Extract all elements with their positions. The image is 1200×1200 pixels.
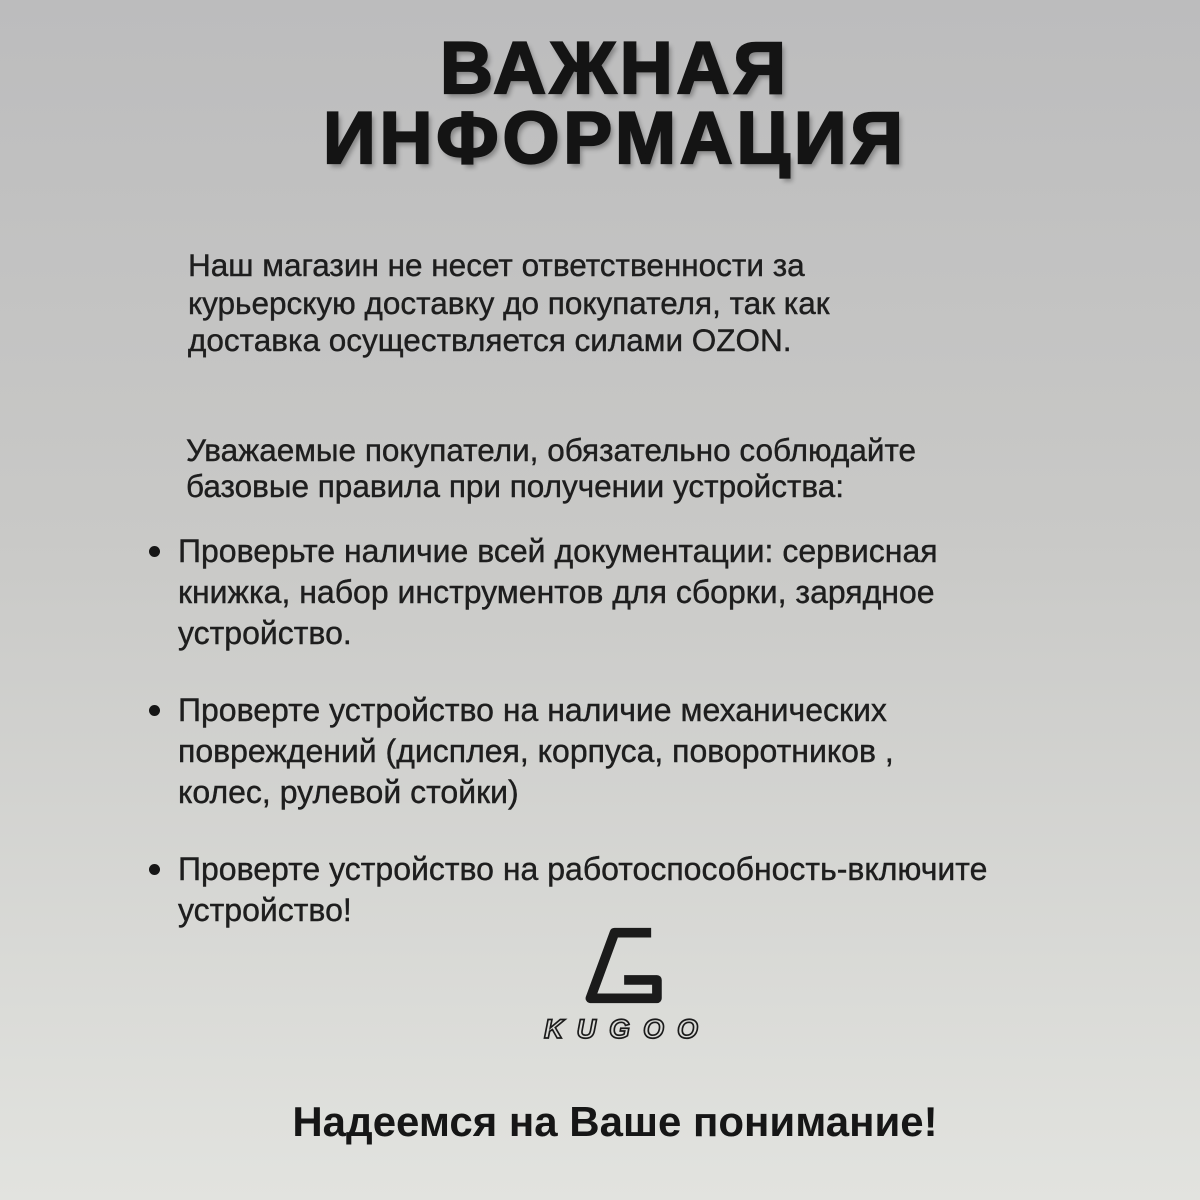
bullet-item-documentation	[149, 531, 987, 654]
text-line: колес, рулевой стойки)	[178, 774, 519, 810]
kugoo-g-icon	[570, 925, 686, 1006]
bullet-dot-icon	[149, 705, 160, 716]
text-line: книжка, набор инструментов для сборки, зарядное	[178, 574, 935, 610]
text-line: Наш магазин не несет ответственности за	[188, 247, 805, 283]
rules-intro-paragraph	[186, 432, 916, 504]
footer-note: Надеемся на Ваше понимание!	[292, 1098, 938, 1145]
title-line-2: ИНФОРМАЦИЯ	[323, 98, 907, 179]
bullet-item-mechanical-damage	[149, 690, 987, 813]
kugoo-logo	[0, 925, 1200, 1045]
text-line: курьерскую доставку до покупателя, так как	[188, 284, 830, 321]
bullet-text	[178, 690, 894, 813]
bullet-text	[178, 531, 938, 654]
bullet-dot-icon	[149, 546, 160, 557]
bullet-text	[178, 849, 987, 931]
bullet-dot-icon	[149, 864, 160, 875]
text-line: Проверьте наличие всей документации: сервисная	[178, 533, 938, 569]
text-line: повреждений (дисплея, корпуса, поворотников ,	[178, 733, 894, 769]
intro-paragraph	[188, 247, 830, 360]
kugoo-wordmark: KUGOO	[543, 1014, 711, 1044]
title-line-1: ВАЖНАЯ	[440, 28, 790, 109]
bullet-list	[149, 531, 987, 931]
text-line: Уважаемые покупатели, обязательно соблюдайте	[186, 432, 917, 468]
text-line: устройство.	[178, 615, 352, 651]
text-line: базовые правила при получении устройства:	[186, 468, 845, 504]
page-title	[0, 28, 1200, 179]
text-line: Проверте устройство на работоспособность-включите	[178, 851, 988, 887]
bullet-item-power-on-check	[149, 849, 987, 931]
text-line: устройство!	[178, 892, 352, 928]
text-line: доставка осуществляется силами OZON.	[188, 322, 792, 358]
text-line: Проверте устройство на наличие механических	[178, 692, 887, 728]
